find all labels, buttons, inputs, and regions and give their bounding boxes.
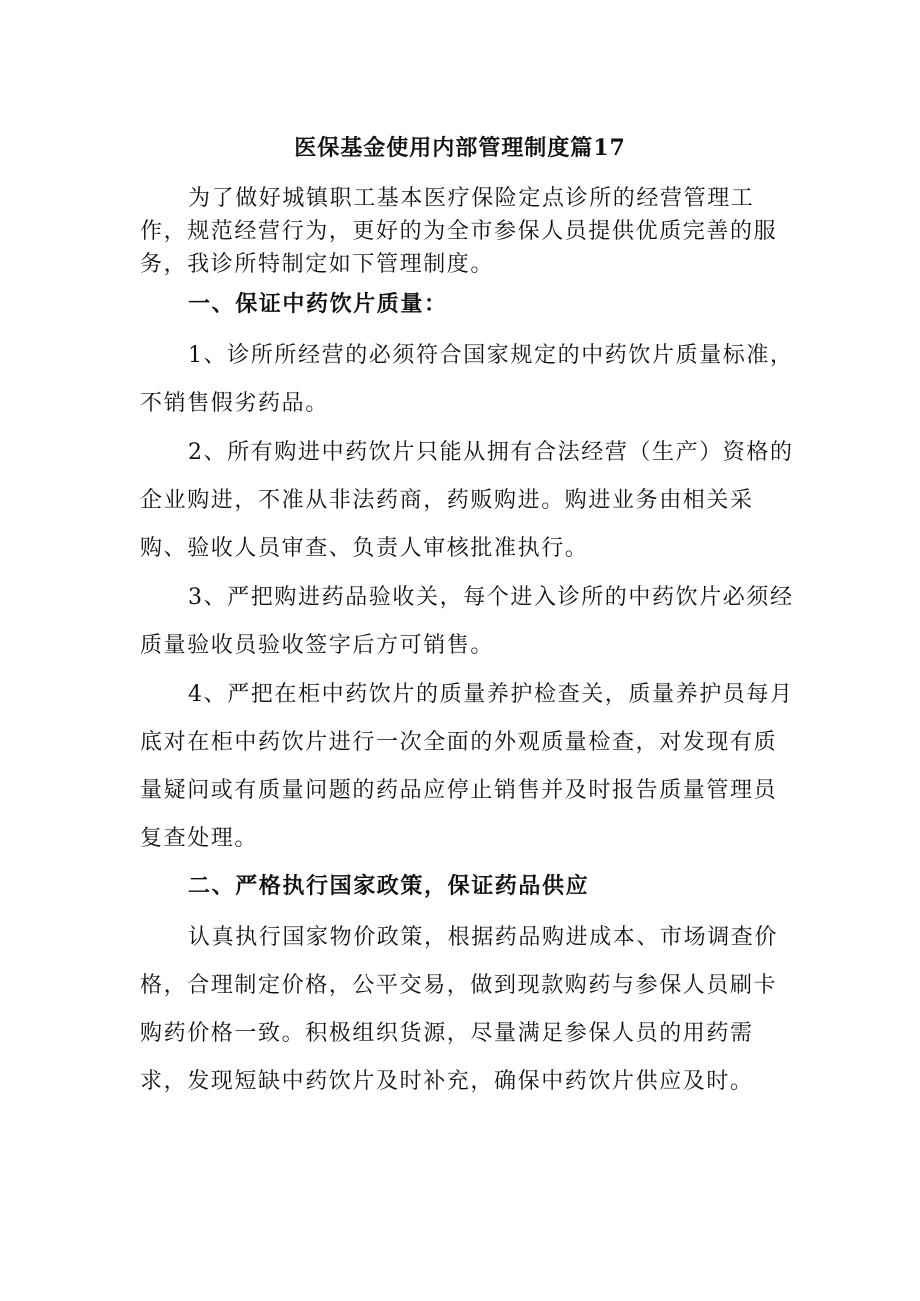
- section-2-body: 认真执行国家物价政策，根据药品购进成本、市场调查价格，合理制定价格，公平交易，做到现款购药与参保人员刷卡购药价格一致。积极组织货源，尽量满足参保人员的用药需求，发现短缺中药饮片及时补充，确保中药饮片供应及时。: [140, 925, 779, 1094]
- item-1-paragraph: 1、诊所所经营的必须符合国家规定的中药饮片质量标准，不销售假劣药品。: [140, 343, 794, 416]
- item-3-paragraph: 3、严把购进药品验收关，每个进入诊所的中药饮片必须经质量验收员验收签字后方可销售。: [140, 585, 794, 658]
- intro-paragraph: 为了做好城镇职工基本医疗保险定点诊所的经营管理工作，规范经营行为，更好的为全市参保人员提供优质完善的服务，我诊所特制定如下管理制度。: [140, 186, 778, 277]
- item-4-paragraph: 4、严把在柜中药饮片的质量养护检查关，质量养护员每月底对在柜中药饮片进行一次全面的外观质量检查，对发现有质量疑问或有质量问题的药品应停止销售并及时报告质量管理员复查处理。: [140, 682, 794, 851]
- document-title: 医保基金使用内部管理制度篇17: [294, 135, 626, 161]
- section-2-heading: 二、严格执行国家政策，保证药品供应: [188, 873, 590, 899]
- item-2-paragraph: 2、所有购进中药饮片只能从拥有合法经营（生产）资格的企业购进，不准从非法药商，药贩购进。购进业务由相关采购、验收人员审查、负责人审核批准执行。: [140, 440, 794, 561]
- section-1-heading: 一、保证中药饮片质量：: [188, 291, 448, 317]
